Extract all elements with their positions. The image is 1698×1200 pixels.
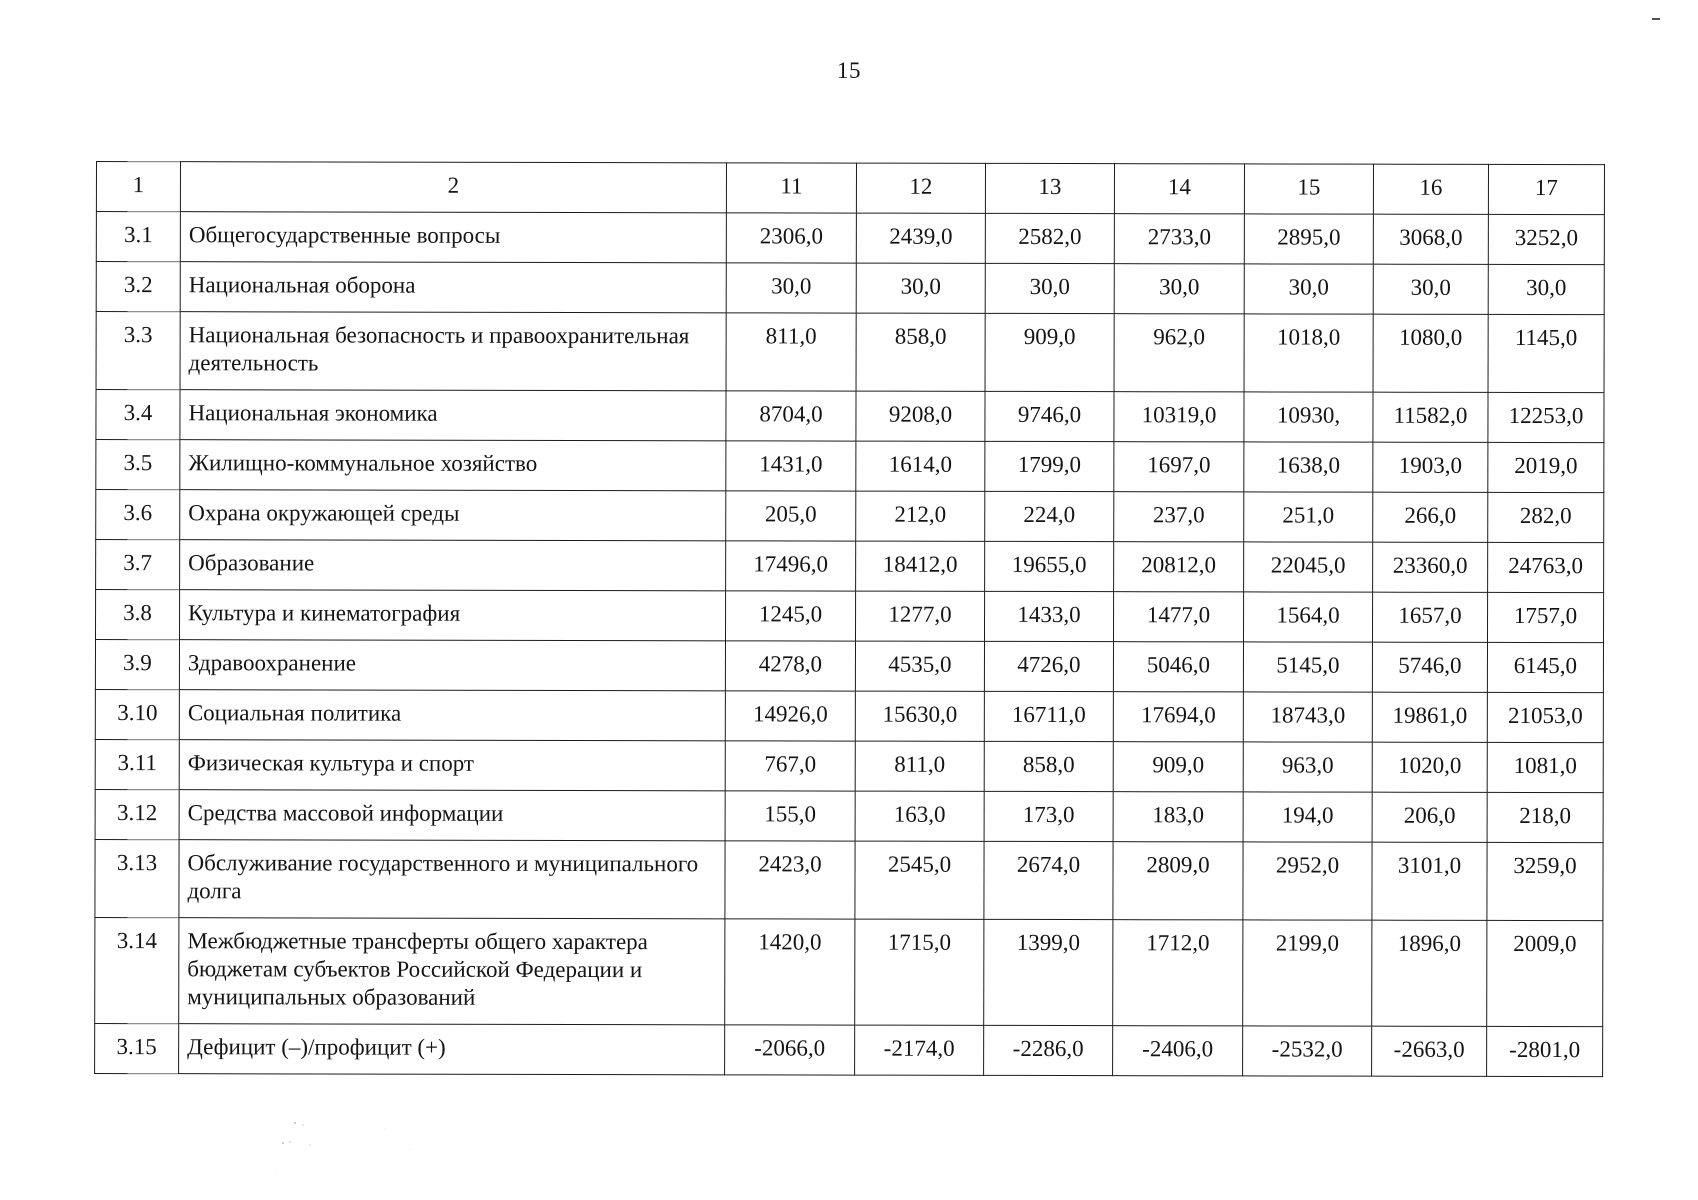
row-number-cell: 3.13 bbox=[95, 839, 179, 917]
value-cell: 2009,0 bbox=[1487, 920, 1603, 1026]
value-cell: 1399,0 bbox=[984, 919, 1113, 1025]
value-cell: 909,0 bbox=[985, 313, 1114, 391]
value-cell: 1715,0 bbox=[855, 919, 984, 1025]
row-name-cell: Жилищно-коммунальное хозяйство bbox=[180, 440, 726, 491]
row-number-cell: 3.12 bbox=[95, 789, 179, 839]
header-cell: 2 bbox=[180, 162, 726, 213]
value-cell: 4535,0 bbox=[855, 641, 984, 691]
value-cell: 2423,0 bbox=[725, 841, 855, 919]
value-cell: 2809,0 bbox=[1113, 842, 1243, 920]
value-cell: -2174,0 bbox=[855, 1025, 984, 1075]
value-cell: 155,0 bbox=[725, 791, 855, 841]
value-cell: 218,0 bbox=[1487, 792, 1603, 842]
value-cell: 1080,0 bbox=[1373, 314, 1488, 392]
table-row bbox=[96, 490, 1604, 543]
table-body bbox=[95, 162, 1605, 1077]
value-cell: 1638,0 bbox=[1244, 442, 1373, 492]
row-number-cell: 3.5 bbox=[96, 440, 180, 490]
table-row bbox=[96, 440, 1604, 493]
header-cell: 14 bbox=[1114, 164, 1244, 214]
value-cell: 1477,0 bbox=[1113, 592, 1243, 642]
value-cell: 767,0 bbox=[725, 741, 855, 791]
table-row bbox=[95, 590, 1603, 643]
value-cell: 9746,0 bbox=[985, 391, 1114, 441]
value-cell: 14926,0 bbox=[725, 691, 855, 741]
row-name-cell: Здравоохранение bbox=[179, 640, 725, 691]
table-row bbox=[96, 262, 1604, 315]
value-cell: 17694,0 bbox=[1113, 692, 1243, 742]
value-cell: 194,0 bbox=[1243, 792, 1372, 842]
value-cell: 20812,0 bbox=[1114, 542, 1244, 592]
value-cell: -2801,0 bbox=[1487, 1026, 1603, 1076]
value-cell: 1420,0 bbox=[725, 919, 855, 1025]
value-cell: 2952,0 bbox=[1243, 842, 1372, 920]
value-cell: 9208,0 bbox=[856, 391, 985, 441]
value-cell: 266,0 bbox=[1373, 492, 1488, 542]
value-cell: 19861,0 bbox=[1372, 692, 1487, 742]
table-row bbox=[95, 789, 1603, 842]
value-cell: 15630,0 bbox=[855, 691, 984, 741]
row-name-cell: Образование bbox=[180, 540, 726, 591]
row-name-cell: Национальная экономика bbox=[180, 390, 726, 441]
row-name-cell: Средства массовой информации bbox=[179, 790, 725, 841]
value-cell: 183,0 bbox=[1113, 792, 1243, 842]
value-cell: 1757,0 bbox=[1487, 592, 1603, 642]
scan-smudge bbox=[275, 1115, 425, 1175]
row-number-cell: 3.10 bbox=[95, 689, 179, 739]
value-cell: 1614,0 bbox=[856, 441, 985, 491]
value-cell: 30,0 bbox=[856, 263, 985, 313]
value-cell: 5046,0 bbox=[1113, 642, 1243, 692]
value-cell: 3259,0 bbox=[1487, 842, 1603, 920]
header-cell: 12 bbox=[856, 163, 985, 213]
row-name-cell: Общегосударственные вопросы bbox=[180, 212, 726, 263]
table-row bbox=[95, 640, 1603, 693]
header-cell: 16 bbox=[1373, 164, 1488, 214]
value-cell: 3252,0 bbox=[1488, 214, 1604, 264]
value-cell: 163,0 bbox=[855, 791, 984, 841]
value-cell: 5145,0 bbox=[1243, 642, 1372, 692]
value-cell: 1799,0 bbox=[985, 441, 1114, 491]
value-cell: 212,0 bbox=[856, 491, 985, 541]
value-cell: 16711,0 bbox=[984, 691, 1113, 741]
row-name-cell: Обслуживание государственного и муниципального долга bbox=[179, 840, 725, 919]
value-cell: 2733,0 bbox=[1114, 214, 1244, 264]
value-cell: 22045,0 bbox=[1244, 542, 1373, 592]
value-cell: 2439,0 bbox=[856, 213, 985, 263]
value-cell: -2663,0 bbox=[1372, 1026, 1487, 1076]
value-cell: 8704,0 bbox=[726, 391, 856, 441]
value-cell: 30,0 bbox=[1488, 264, 1604, 314]
row-name-cell: Культура и кинематография bbox=[179, 590, 725, 641]
value-cell: 19655,0 bbox=[985, 541, 1114, 591]
row-number-cell: 3.7 bbox=[96, 540, 180, 590]
value-cell: 1433,0 bbox=[984, 591, 1113, 641]
header-cell: 13 bbox=[985, 163, 1114, 213]
row-name-cell: Охрана окружающей среды bbox=[180, 490, 726, 541]
value-cell: 24763,0 bbox=[1488, 542, 1604, 592]
value-cell: 18743,0 bbox=[1243, 692, 1372, 742]
value-cell: 1697,0 bbox=[1114, 442, 1244, 492]
row-number-cell: 3.11 bbox=[95, 739, 179, 789]
row-name-cell: Дефицит (–)/профицит (+) bbox=[179, 1024, 725, 1075]
value-cell: 205,0 bbox=[726, 491, 856, 541]
value-cell: 224,0 bbox=[985, 491, 1114, 541]
value-cell: 10930, bbox=[1244, 392, 1373, 442]
row-number-cell: 3.3 bbox=[96, 312, 180, 390]
value-cell: 1431,0 bbox=[726, 441, 856, 491]
table-row bbox=[95, 739, 1603, 792]
value-cell: 1145,0 bbox=[1488, 314, 1604, 392]
row-number-cell: 3.9 bbox=[95, 640, 179, 690]
row-number-cell: 3.8 bbox=[95, 590, 179, 640]
value-cell: -2286,0 bbox=[984, 1025, 1113, 1075]
value-cell: 1657,0 bbox=[1372, 592, 1487, 642]
value-cell: 1896,0 bbox=[1372, 920, 1487, 1026]
value-cell: 4278,0 bbox=[725, 641, 855, 691]
value-cell: 30,0 bbox=[1373, 264, 1488, 314]
value-cell: 1277,0 bbox=[855, 591, 984, 641]
value-cell: 251,0 bbox=[1244, 492, 1373, 542]
value-cell: 2199,0 bbox=[1243, 920, 1372, 1026]
value-cell: 1020,0 bbox=[1372, 742, 1487, 792]
value-cell: 1018,0 bbox=[1244, 314, 1373, 392]
table-row bbox=[95, 917, 1603, 1026]
table-row bbox=[96, 212, 1604, 265]
value-cell: 173,0 bbox=[984, 791, 1113, 841]
table-row bbox=[95, 839, 1603, 920]
value-cell: 2674,0 bbox=[984, 841, 1113, 919]
value-cell: 4726,0 bbox=[984, 641, 1113, 691]
table-row bbox=[96, 390, 1604, 443]
row-name-cell: Межбюджетные трансферты общего характера бюджетам субъектов Российской Федерации и муниципальных образований bbox=[179, 918, 725, 1025]
value-cell: 10319,0 bbox=[1114, 392, 1244, 442]
value-cell: 17496,0 bbox=[726, 541, 856, 591]
value-cell: 30,0 bbox=[1114, 264, 1244, 314]
row-number-cell: 3.15 bbox=[95, 1023, 179, 1073]
value-cell: 23360,0 bbox=[1373, 542, 1488, 592]
header-cell: 1 bbox=[96, 162, 180, 212]
scan-speck bbox=[1652, 18, 1660, 20]
row-number-cell: 3.1 bbox=[96, 212, 180, 262]
row-number-cell: 3.6 bbox=[96, 490, 180, 540]
value-cell: 962,0 bbox=[1114, 314, 1244, 392]
value-cell: 30,0 bbox=[1244, 264, 1373, 314]
table-row bbox=[96, 312, 1604, 393]
value-cell: 1245,0 bbox=[725, 591, 855, 641]
value-cell: 1903,0 bbox=[1373, 442, 1488, 492]
value-cell: 963,0 bbox=[1243, 742, 1372, 792]
budget-table bbox=[94, 161, 1605, 1077]
value-cell: 21053,0 bbox=[1487, 692, 1603, 742]
value-cell: 18412,0 bbox=[856, 541, 985, 591]
row-name-cell: Физическая культура и спорт bbox=[179, 740, 725, 791]
value-cell: 206,0 bbox=[1372, 792, 1487, 842]
row-number-cell: 3.4 bbox=[96, 390, 180, 440]
value-cell: 282,0 bbox=[1488, 492, 1604, 542]
row-name-cell: Социальная политика bbox=[179, 690, 725, 741]
value-cell: -2532,0 bbox=[1243, 1026, 1372, 1076]
value-cell: 1081,0 bbox=[1487, 742, 1603, 792]
table-row bbox=[95, 689, 1603, 742]
value-cell: 811,0 bbox=[726, 313, 856, 391]
header-cell: 11 bbox=[726, 163, 856, 213]
table-row bbox=[96, 540, 1604, 593]
value-cell: 2306,0 bbox=[726, 213, 856, 263]
value-cell: 811,0 bbox=[855, 741, 984, 791]
value-cell: 1564,0 bbox=[1243, 592, 1372, 642]
table-row bbox=[95, 1023, 1603, 1076]
value-cell: 1712,0 bbox=[1113, 920, 1243, 1026]
value-cell: 30,0 bbox=[985, 263, 1114, 313]
budget-table-container bbox=[94, 161, 1604, 1077]
header-cell: 17 bbox=[1488, 164, 1604, 214]
row-number-cell: 3.14 bbox=[95, 917, 179, 1023]
value-cell: 2582,0 bbox=[985, 213, 1114, 263]
value-cell: 3068,0 bbox=[1373, 214, 1488, 264]
value-cell: 2019,0 bbox=[1488, 442, 1604, 492]
value-cell: 858,0 bbox=[856, 313, 985, 391]
row-number-cell: 3.2 bbox=[96, 262, 180, 312]
value-cell: 3101,0 bbox=[1372, 842, 1487, 920]
value-cell: 237,0 bbox=[1114, 492, 1244, 542]
value-cell: 909,0 bbox=[1113, 742, 1243, 792]
value-cell: -2406,0 bbox=[1113, 1026, 1243, 1076]
table-header-row bbox=[96, 162, 1604, 215]
row-name-cell: Национальная оборона bbox=[180, 262, 726, 313]
value-cell: 2545,0 bbox=[855, 841, 984, 919]
row-name-cell: Национальная безопасность и правоохранительная деятельность bbox=[180, 312, 726, 391]
value-cell: 858,0 bbox=[984, 741, 1113, 791]
value-cell: 11582,0 bbox=[1373, 392, 1488, 442]
page-number: 15 bbox=[837, 58, 861, 83]
value-cell: 12253,0 bbox=[1488, 392, 1604, 442]
header-cell: 15 bbox=[1244, 164, 1373, 214]
value-cell: 30,0 bbox=[726, 263, 856, 313]
value-cell: 2895,0 bbox=[1244, 214, 1373, 264]
value-cell: 6145,0 bbox=[1487, 642, 1603, 692]
value-cell: -2066,0 bbox=[725, 1025, 855, 1075]
value-cell: 5746,0 bbox=[1372, 642, 1487, 692]
